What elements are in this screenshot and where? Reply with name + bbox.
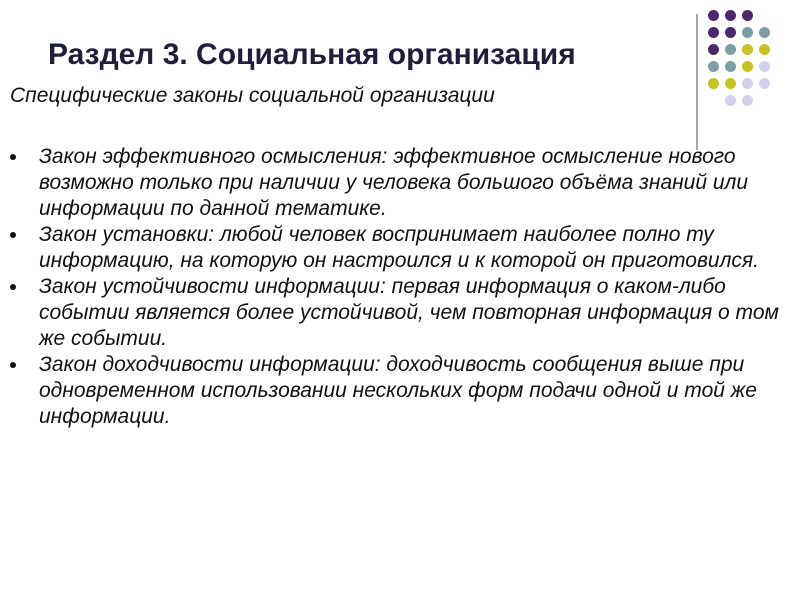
- decorative-dot: [725, 61, 736, 72]
- bullet-icon: [10, 362, 16, 368]
- decorative-dot: [759, 78, 770, 89]
- decorative-dot: [742, 61, 753, 72]
- bullet-icon: [10, 284, 16, 290]
- bullet-text: Закон эффективного осмысления: эффективное осмысление нового возможно только при наличии у человека большого объёма знаний или информации по данной тематике.: [39, 145, 749, 220]
- bullet-list: [10, 144, 790, 430]
- bullet-icon: [10, 232, 16, 238]
- decorative-dot: [759, 61, 770, 72]
- bullet-item: [10, 144, 790, 222]
- bullet-text: Закон установки: любой человек воспринимает наиболее полно ту информацию, на которую он настроился и к которой он приготовился.: [39, 223, 759, 272]
- decorative-dot: [708, 61, 719, 72]
- decorative-dot: [708, 10, 719, 21]
- decorative-divider: [696, 14, 698, 150]
- bullet-icon: [10, 154, 16, 160]
- bullet-item: [10, 274, 790, 352]
- decorative-dot: [759, 44, 770, 55]
- decorative-dot: [725, 10, 736, 21]
- decorative-dot: [742, 95, 753, 106]
- decorative-dot: [742, 44, 753, 55]
- decorative-dot: [708, 27, 719, 38]
- decorative-dot-grid: [708, 10, 798, 130]
- bullet-item: [10, 222, 790, 274]
- decorative-dot: [742, 78, 753, 89]
- slide-title: Раздел 3. Социальная организация: [48, 38, 576, 71]
- bullet-text: Закон устойчивости информации: первая информация о каком-либо событии является более устойчивой, чем повторная информация о том же событии.: [39, 275, 779, 350]
- decorative-dot: [708, 44, 719, 55]
- bullet-text: Закон доходчивости информации: доходчивость сообщения выше при одновременном использовании нескольких форм подачи одной и той же информации.: [39, 353, 757, 428]
- decorative-dot: [725, 95, 736, 106]
- decorative-dot: [742, 10, 753, 21]
- slide-subtitle: Специфические законы социальной организации: [10, 84, 495, 107]
- bullet-item: [10, 352, 790, 430]
- decorative-dot: [759, 27, 770, 38]
- decorative-dot: [742, 27, 753, 38]
- decorative-dot: [708, 78, 719, 89]
- decorative-dot: [725, 44, 736, 55]
- decorative-dot: [725, 27, 736, 38]
- decorative-dot: [725, 78, 736, 89]
